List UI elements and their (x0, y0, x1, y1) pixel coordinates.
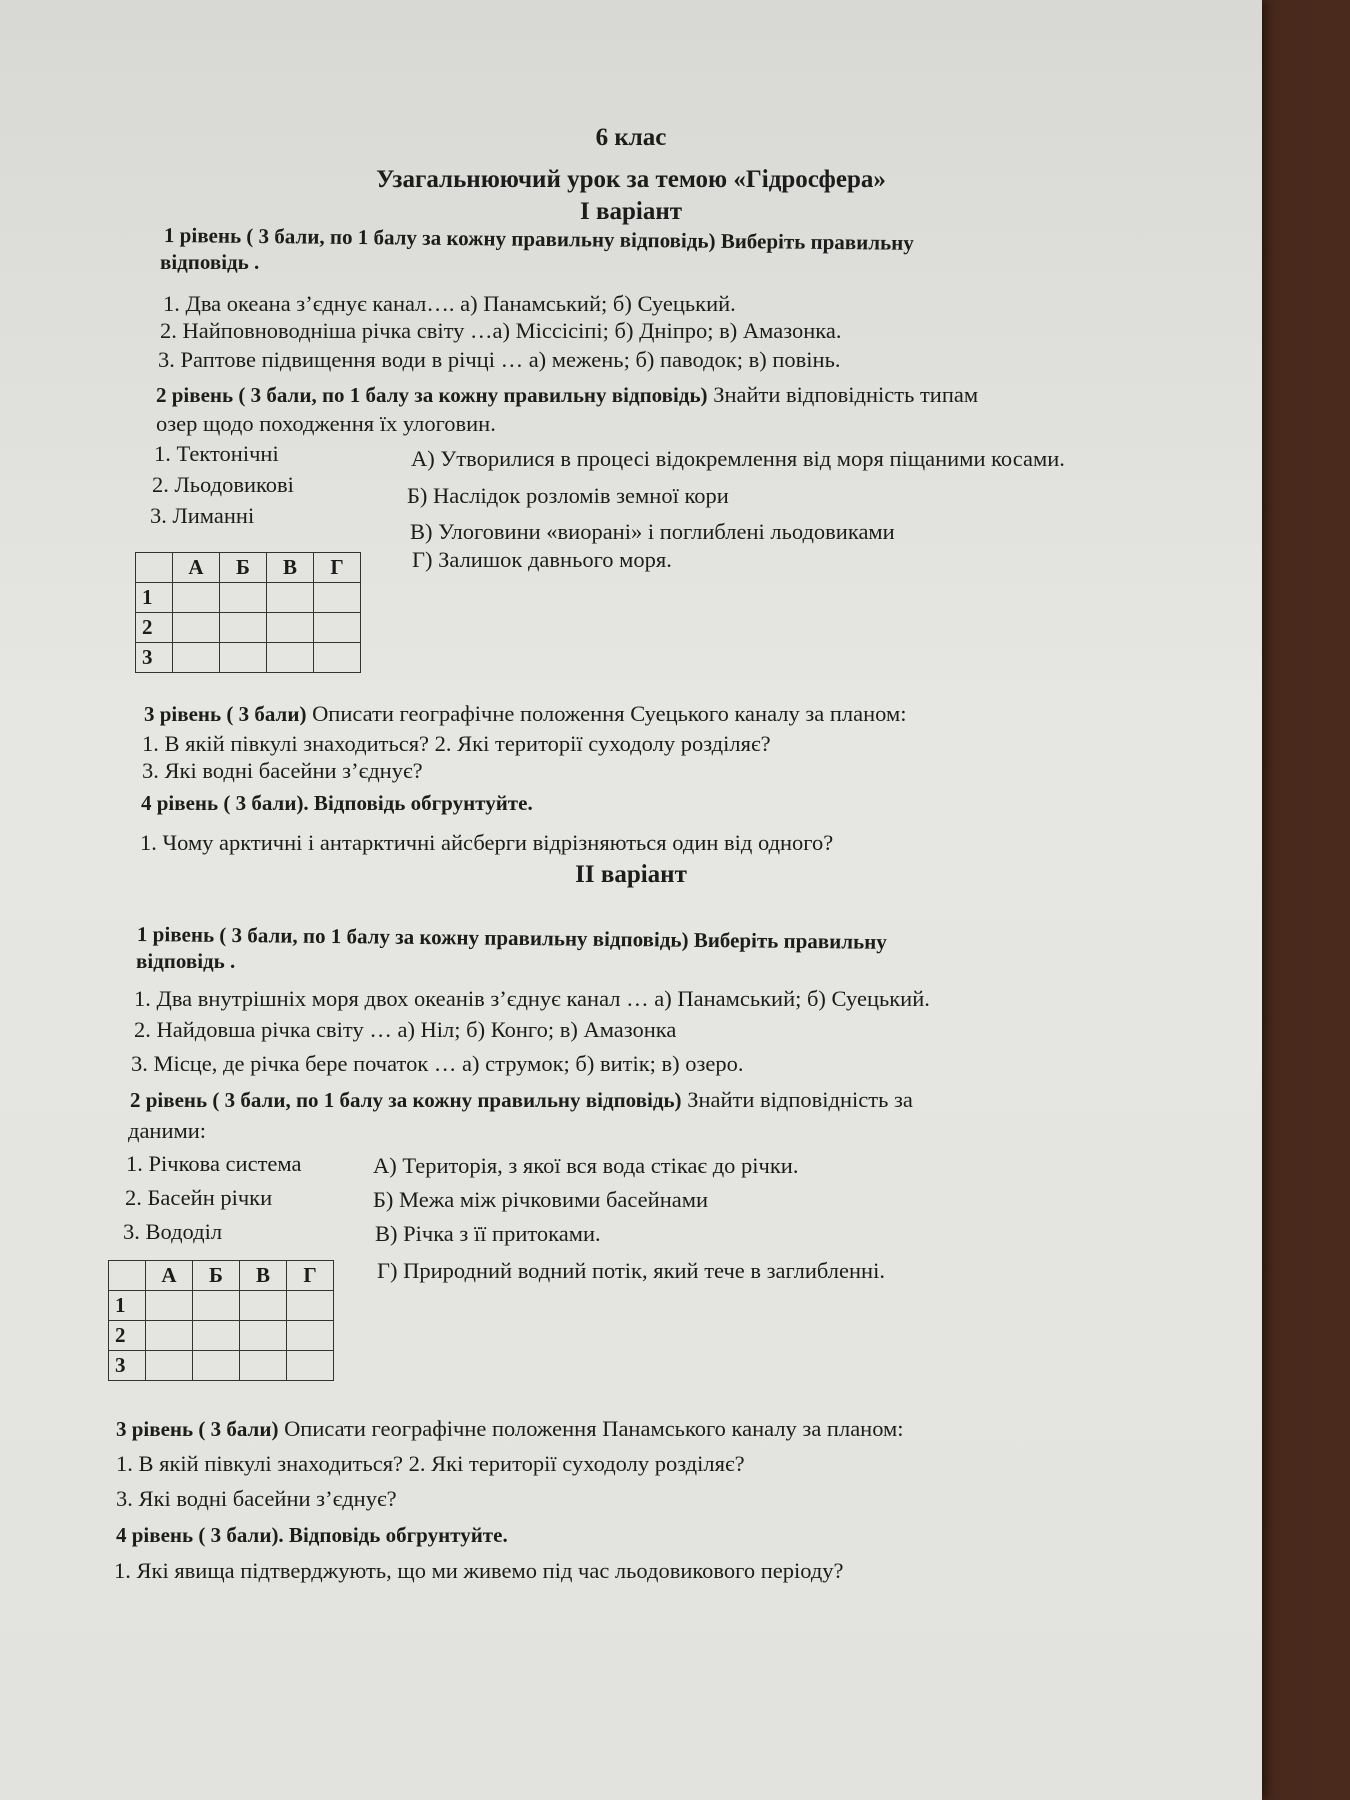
v1-level3-label: 3 рівень ( 3 бали) (144, 702, 307, 726)
v1-level2-item-3: 3. Лиманні (150, 503, 255, 528)
grid-cell[interactable] (146, 1321, 193, 1351)
grid-corner (136, 553, 173, 583)
v2-level1-label-cont: відповідь . (136, 949, 236, 973)
v1-level2-answer-v: В) Улоговини «виорані» і поглиблені льодовиками (410, 519, 895, 544)
v2-level3-task: Описати географічне положення Панамського каналу за планом: (278, 1416, 904, 1441)
v1-level2-label: 2 рівень ( 3 бали, по 1 балу за кожну правильну відповідь) (156, 383, 708, 407)
v2-level2-item-2: 2. Басейн річки (125, 1185, 273, 1210)
grid-row-header: 2 (136, 613, 173, 643)
v1-level1-label-cont: відповідь . (160, 250, 260, 274)
v2-level2-answer-b: Б) Межа між річковими басейнами (373, 1187, 709, 1212)
grid-cell[interactable] (220, 643, 267, 673)
grid-col-header: В (267, 553, 314, 583)
grid-cell[interactable] (287, 1321, 334, 1351)
grid-col-header: А (146, 1261, 193, 1291)
grid-col-header: В (240, 1261, 287, 1291)
v1-level1-q1: 1. Два океана з’єднує канал…. а) Панамський; б) Суецький. (163, 291, 736, 316)
grid-cell[interactable] (220, 583, 267, 613)
grid-row-header: 2 (109, 1321, 146, 1351)
v2-level1-q3: 3. Місце, де річка бере початок … а) струмок; б) витік; в) озеро. (131, 1051, 744, 1076)
variant1-title: I варіант (579, 198, 682, 225)
grid-cell[interactable] (193, 1351, 240, 1381)
v1-level3-line2: 3. Які водні басейни з’єднує? (142, 758, 423, 783)
v2-level1-q2: 2. Найдовша річка світу … а) Ніл; б) Конго; в) Амазонка (134, 1017, 677, 1042)
grid-corner (109, 1261, 146, 1291)
grid-row-header: 3 (136, 643, 173, 673)
v2-level2-task: Знайти відповідність за (681, 1087, 913, 1112)
v1-level2-answer-a: А) Утворилися в процесі відокремлення від моря піщаними косами. (411, 446, 1065, 471)
v2-level3-line2: 3. Які водні басейни з’єднує? (116, 1486, 397, 1511)
v2-level1-q1: 1. Два внутрішніх моря двох океанів з’єднує канал … а) Панамський; б) Суецький. (134, 986, 930, 1011)
grid-cell[interactable] (267, 583, 314, 613)
v1-level1-label: 1 рівень ( 3 бали, по 1 балу за кожну правильну відповідь) Виберіть правильну (163, 223, 914, 255)
v1-level4-label: 4 рівень ( 3 бали). Відповідь обгрунтуйте. (141, 791, 533, 815)
grid-cell[interactable] (240, 1351, 287, 1381)
grid-cell[interactable] (173, 643, 220, 673)
variant2-title: II варіант (575, 861, 687, 888)
v2-level2-heading (130, 1086, 913, 1114)
grid-col-header: Г (287, 1261, 334, 1291)
v1-level2-heading (156, 381, 978, 409)
v1-level2-answer-g: Г) Залишок давнього моря. (412, 547, 672, 572)
grid-col-header: А (173, 553, 220, 583)
grid-cell[interactable] (287, 1291, 334, 1321)
v1-level2-answer-b: Б) Наслідок розломів земної кори (407, 483, 729, 508)
grid-col-header: Б (193, 1261, 240, 1291)
v2-level2-task-cont: даними: (128, 1118, 207, 1143)
v2-level1-label: 1 рівень ( 3 бали, по 1 балу за кожну правильну відповідь) Виберіть правильну (136, 922, 887, 954)
grid-col-header: Г (314, 553, 361, 583)
grid-cell[interactable] (314, 643, 361, 673)
grid-col-header: Б (220, 553, 267, 583)
grid-cell[interactable] (240, 1291, 287, 1321)
v1-level1-q2: 2. Найповноводніша річка світу …а) Міссісіпі; б) Дніпро; в) Амазонка. (160, 318, 842, 343)
v1-level3-heading (144, 700, 906, 728)
v1-level4-q1: 1. Чому арктичні і антарктичні айсберги відрізняються один від одного? (140, 830, 834, 855)
grid-cell[interactable] (267, 613, 314, 643)
v2-level2-answer-v: В) Річка з її притоками. (375, 1221, 601, 1246)
v2-level2-answer-g: Г) Природний водний потік, який тече в заглибленні. (377, 1258, 885, 1283)
v1-level3-task: Описати географічне положення Суецького каналу за планом: (306, 701, 907, 726)
grid-row-header: 3 (109, 1351, 146, 1381)
v1-level3-line1: 1. В якій півкулі знаходиться? 2. Які території суходолу розділяє? (142, 731, 771, 756)
v2-level2-label: 2 рівень ( 3 бали, по 1 балу за кожну правильну відповідь) (130, 1088, 682, 1112)
grid-cell[interactable] (173, 583, 220, 613)
v1-level2-item-2: 2. Льодовикові (152, 472, 294, 497)
v1-answer-grid (135, 552, 361, 673)
v2-level2-item-1: 1. Річкова система (126, 1151, 302, 1176)
v2-level3-heading (116, 1415, 904, 1443)
grid-cell[interactable] (267, 643, 314, 673)
grid-cell[interactable] (173, 613, 220, 643)
v2-answer-grid (108, 1260, 334, 1381)
lesson-title: Узагальнюючий урок за темою «Гідросфера» (376, 166, 886, 193)
v1-level2-task: Знайти відповідність типам (707, 382, 979, 407)
v2-level2-answer-a: А) Територія, з якої вся вода стікає до річки. (373, 1153, 799, 1178)
grid-cell[interactable] (193, 1321, 240, 1351)
grid-row-header: 1 (136, 583, 173, 613)
v1-level2-task-cont: озер щодо походження їх улоговин. (156, 411, 496, 436)
grade-title: 6 клас (595, 124, 667, 151)
grid-cell[interactable] (314, 583, 361, 613)
grid-cell[interactable] (146, 1351, 193, 1381)
grid-cell[interactable] (314, 613, 361, 643)
grid-cell[interactable] (146, 1291, 193, 1321)
grid-cell[interactable] (287, 1351, 334, 1381)
v2-level2-item-3: 3. Вододіл (123, 1219, 223, 1244)
grid-cell[interactable] (240, 1321, 287, 1351)
grid-cell[interactable] (220, 613, 267, 643)
v2-level3-label: 3 рівень ( 3 бали) (116, 1417, 279, 1441)
v2-level4-label: 4 рівень ( 3 бали). Відповідь обгрунтуйте. (116, 1523, 508, 1547)
v1-level1-q3: 3. Раптове підвищення води в річці … а) межень; б) паводок; в) повінь. (158, 347, 841, 372)
v1-level2-item-1: 1. Тектонічні (154, 441, 279, 466)
grid-row-header: 1 (109, 1291, 146, 1321)
v2-level4-q1: 1. Які явища підтверджують, що ми живемо під час льодовикового періоду? (114, 1558, 844, 1583)
grid-cell[interactable] (193, 1291, 240, 1321)
v2-level3-line1: 1. В якій півкулі знаходиться? 2. Які території суходолу розділяє? (116, 1451, 745, 1476)
